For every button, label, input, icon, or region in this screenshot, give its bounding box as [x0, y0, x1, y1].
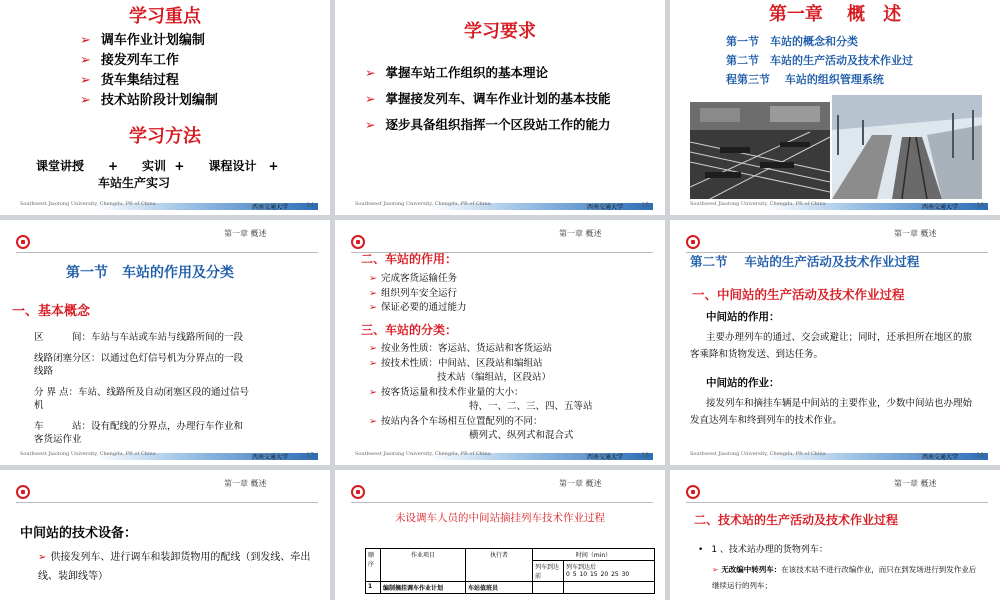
row-seq: 1	[366, 582, 381, 594]
table-header-row	[366, 549, 655, 561]
list-item: ➢ 按技术性质：中间站、区段站和编组站	[369, 357, 543, 369]
university-logo-icon	[351, 235, 365, 249]
dot-bullet-icon: •	[698, 545, 704, 555]
list-item: ➢ 货车集结过程	[80, 73, 179, 88]
footer-university: Southwest Jiaotong University, Chengdu, PR of China	[20, 201, 156, 207]
definition-line: 线路	[34, 366, 54, 377]
footer-school: 西南交通大学	[921, 454, 958, 461]
work-paragraph: 接发列车和摘挂车辆是中间站的主要作业，少数中间站也办理始发直达列车和终到列车的技术作业。	[690, 398, 973, 426]
process-title: 未设调车人员的中间站摘挂列车技术作业过程	[395, 512, 605, 524]
work-heading: 中间站的作业：	[706, 377, 780, 389]
section-subtitle: 一、中间站的生产活动及技术作业过程	[692, 287, 905, 302]
list-item: • 1 、技术站办理的货物列车：	[698, 545, 828, 555]
table-row	[366, 582, 655, 594]
arrow-bullet-icon: ➢	[369, 287, 377, 299]
header-executor: 执行者	[466, 549, 533, 582]
classification-list	[369, 342, 593, 444]
slide-title-key-points: 学习重点	[129, 6, 201, 27]
header-before-arrival: 列车到达前	[533, 561, 564, 582]
arrow-bullet-icon: ➢	[369, 386, 377, 398]
arrow-bullet-icon: ➢	[365, 117, 376, 132]
slide-number: 15	[641, 202, 649, 209]
row-after-cell	[564, 582, 655, 594]
arrow-bullet-icon: ➢	[369, 415, 377, 427]
sub-list-item: ➢ 无改编中转列车：在该技术站不进行改编作业，而只在到发场进行到发作业后继续运行的列车；	[712, 565, 977, 590]
methods-line-2: 车站生产实习	[98, 176, 171, 190]
header-item: 作业项目	[381, 549, 466, 582]
arrow-bullet-icon: ➢	[712, 565, 719, 574]
list-item: ➢ 逐步具备组织指挥一个区段站工作的能力	[365, 117, 611, 132]
time-ticks: 0 5 10 15 20 25 30	[566, 571, 630, 578]
definition-line: 分 界 点：车站、线路所及自动闭塞区段的通过信号	[34, 387, 250, 398]
slide-thumbnail-20[interactable]	[0, 470, 330, 600]
station-platform-photo	[832, 95, 982, 199]
arrow-bullet-icon: ➢	[369, 302, 377, 313]
list-item-continuation: 技术站（编组站，区段站）	[437, 372, 552, 383]
list-item: ➢ 按客货运量和技术作业量的大小：	[369, 386, 524, 398]
chapter-title: 第一章 概 述	[768, 4, 902, 25]
slide-thumbnail-14[interactable]	[0, 0, 330, 215]
header-after-arrival: 列车到达后 0 5 10 15 20 25 30	[564, 561, 655, 582]
arrow-bullet-icon: ➢	[38, 552, 47, 563]
header-chapter: 第一章 概述	[559, 479, 602, 488]
list-item: ➢ 接发列车工作	[80, 53, 179, 68]
list-item: ➢ 按站内各个车场相互位置配列的不同：	[369, 415, 543, 427]
slide-thumbnail-15[interactable]	[335, 0, 665, 215]
header-divider	[351, 502, 653, 503]
definition-line: 客货运作业	[34, 434, 82, 445]
chapter-toc	[726, 32, 913, 89]
university-logo-icon	[686, 485, 700, 499]
university-logo-icon	[16, 485, 30, 499]
section-subtitle: 一、基本概念	[12, 304, 91, 319]
slide-number: 14	[306, 202, 314, 209]
slide-footer	[335, 449, 665, 465]
definition-line: 车 站：设有配线的分界点，办理行车作业和	[34, 421, 244, 432]
arrow-bullet-icon: ➢	[365, 91, 376, 106]
slide-footer	[670, 199, 1000, 215]
definitions-list	[34, 331, 294, 446]
header-divider	[16, 502, 318, 503]
footer-school: 西南交通大学	[251, 204, 288, 211]
row-executor: 车站值班员	[466, 582, 533, 594]
footer-university: Southwest Jiaotong University, Chengdu, PR of China	[355, 201, 491, 207]
list-item: ➢ 保证必要的通过能力	[369, 302, 467, 313]
slide-title-requirements: 学习要求	[464, 21, 536, 42]
section-heading-role: 二、车站的作用：	[361, 252, 458, 266]
slide-footer	[670, 449, 1000, 465]
list-item: ➢ 按业务性质：客运站、货运站和客货运站	[369, 343, 552, 354]
header-chapter: 第一章 概述	[559, 229, 602, 238]
section-title: 第一节 车站的作用及分类	[66, 265, 234, 281]
toc-item: 程第三节 车站的组织管理系统	[726, 73, 884, 86]
slide-title-methods: 学习方法	[129, 126, 201, 147]
arrow-bullet-icon: ➢	[369, 343, 377, 354]
footer-university: Southwest Jiaotong University, Chengdu, PR of China	[690, 451, 826, 457]
footer-school: 西南交通大学	[921, 204, 958, 211]
slide-footer	[335, 199, 665, 215]
footer-university: Southwest Jiaotong University, Chengdu, PR of China	[355, 451, 491, 457]
arrow-bullet-icon: ➢	[365, 65, 376, 80]
toc-item: 第一节 车站的概念和分类	[726, 35, 858, 48]
equipment-title: 中间站的技术设备：	[20, 526, 138, 541]
footer-university: Southwest Jiaotong University, Chengdu, PR of China	[690, 201, 826, 207]
footer-university: Southwest Jiaotong University, Chengdu, PR of China	[20, 451, 156, 457]
slide-number: 16	[976, 202, 984, 209]
slide-thumbnail-16[interactable]	[670, 0, 1000, 215]
role-heading: 中间站的作用：	[706, 311, 780, 323]
slide-number: 18	[641, 452, 649, 459]
slide-number: 19	[976, 452, 984, 459]
list-item: ➢ 掌握车站工作组织的基本理论	[365, 65, 548, 80]
footer-school: 西南交通大学	[586, 454, 623, 461]
list-item: ➢ 完成客货运输任务	[369, 273, 457, 284]
list-item-continuation: 特、一、二、三、四、五等站	[469, 401, 593, 412]
requirements-list	[365, 60, 611, 138]
section-heading-classification: 三、车站的分类：	[361, 323, 458, 337]
row-before-cell	[533, 582, 564, 594]
arrow-bullet-icon: ➢	[80, 93, 91, 108]
arrow-bullet-icon: ➢	[80, 33, 91, 48]
slide-thumbnail-19[interactable]	[670, 220, 1000, 465]
header-chapter: 第一章 概述	[894, 479, 937, 488]
header-time: 时间（min）	[533, 549, 655, 561]
header-seq: 顺序	[366, 549, 381, 582]
row-item: 编制摘挂调车作业计划	[381, 582, 466, 594]
methods-line-1: 课堂讲授 + 实训 + 课程设计 +	[36, 159, 279, 173]
slide-thumbnail-21[interactable]	[335, 470, 665, 600]
definition-line: 线路闭塞分区：以通过色灯信号机为分界点的一段	[34, 353, 244, 364]
list-item: ➢ 组织列车安全运行	[369, 287, 457, 299]
section-title: 二、技术站的生产活动及技术作业过程	[694, 513, 899, 527]
list-item: ➢ 技术站阶段计划编制	[80, 93, 218, 108]
arrow-bullet-icon: ➢	[369, 357, 377, 369]
toc-item: 第二节 车站的生产活动及技术作业过	[726, 54, 913, 67]
footer-school: 西南交通大学	[251, 454, 288, 461]
slide-footer	[0, 449, 330, 465]
university-logo-icon	[686, 235, 700, 249]
university-logo-icon	[351, 485, 365, 499]
role-list	[369, 272, 466, 316]
section-title: 第二节 车站的生产活动及技术作业过程	[690, 254, 920, 269]
university-logo-icon	[16, 235, 30, 249]
process-table	[365, 548, 655, 594]
slide-thumbnail-22[interactable]	[670, 470, 1000, 600]
definition-line: 区 间：车站与车站或车站与线路所间的一段	[34, 332, 244, 343]
arrow-bullet-icon: ➢	[80, 53, 91, 68]
slide-footer	[0, 199, 330, 215]
equipment-item: ➢ 供接发列车、进行调车和装卸货物用的配线（到发线、牵出线、装卸线等）	[38, 552, 311, 582]
header-chapter: 第一章 概述	[224, 479, 267, 488]
slide-thumbnail-17[interactable]	[0, 220, 330, 465]
slide-thumbnail-18[interactable]	[335, 220, 665, 465]
list-item-continuation: 横列式、纵列式和混合式	[469, 430, 574, 441]
slide-number: 17	[306, 452, 314, 459]
header-divider	[686, 502, 988, 503]
role-paragraph: 主要办理列车的通过、交会或避让；同时，还承担所在地区的旅客乘降和货物发送、到达任务。	[690, 332, 973, 360]
header-chapter: 第一章 概述	[224, 229, 267, 238]
list-item: ➢ 掌握接发列车、调车作业计划的基本技能	[365, 91, 611, 106]
definition-line: 机	[34, 400, 44, 411]
header-chapter: 第一章 概述	[894, 229, 937, 238]
list-item: ➢ 调车作业计划编制	[80, 33, 205, 48]
railway-yard-photo	[690, 102, 830, 199]
header-divider	[16, 252, 318, 253]
arrow-bullet-icon: ➢	[369, 273, 377, 284]
footer-school: 西南交通大学	[586, 204, 623, 211]
key-points-list	[80, 31, 218, 111]
arrow-bullet-icon: ➢	[80, 73, 91, 88]
